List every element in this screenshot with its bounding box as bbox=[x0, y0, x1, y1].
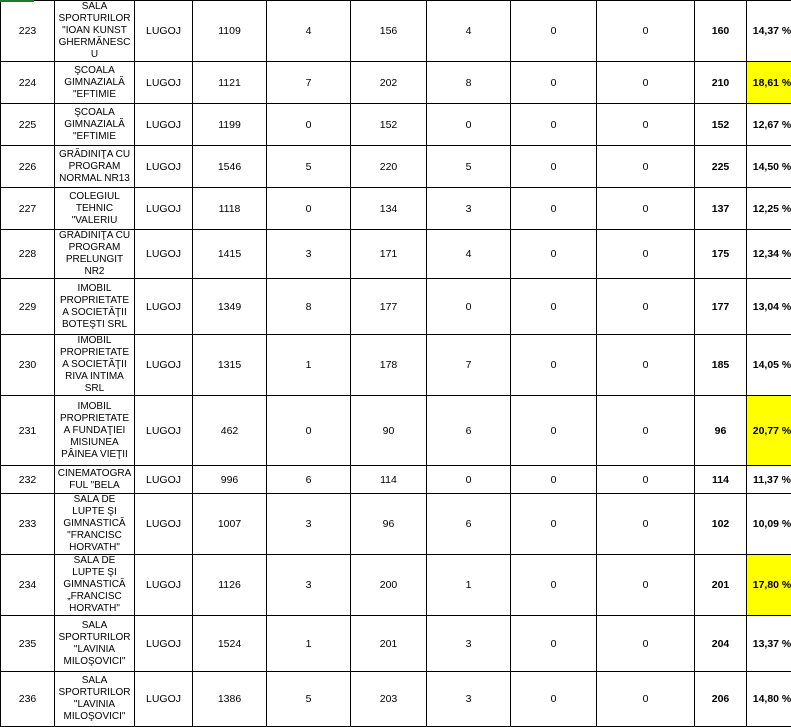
table-row bbox=[1, 616, 791, 672]
cell-total[interactable]: 114 bbox=[695, 466, 747, 494]
cell-city[interactable]: LUGOJ bbox=[135, 279, 193, 335]
cell-col6[interactable]: 0 bbox=[597, 279, 695, 335]
cell-percent[interactable]: 14,80 % bbox=[747, 672, 791, 727]
cell-number[interactable]: 236 bbox=[1, 672, 55, 727]
cell-total[interactable]: 210 bbox=[695, 62, 747, 104]
cell-col6[interactable]: 0 bbox=[597, 230, 695, 279]
cell-percent[interactable]: 14,05 % bbox=[747, 335, 791, 396]
cell-city[interactable]: LUGOJ bbox=[135, 396, 193, 466]
table-row bbox=[1, 494, 791, 555]
cell-col1[interactable]: 996 bbox=[193, 466, 267, 494]
table-row bbox=[1, 396, 791, 466]
cell-col2[interactable]: 0 bbox=[267, 396, 351, 466]
table-row bbox=[1, 279, 791, 335]
cell-city[interactable]: LUGOJ bbox=[135, 146, 193, 188]
cell-total[interactable]: 201 bbox=[695, 555, 747, 616]
cell-col2[interactable]: 6 bbox=[267, 466, 351, 494]
cell-total[interactable]: 160 bbox=[695, 1, 747, 62]
cell-city[interactable]: LUGOJ bbox=[135, 230, 193, 279]
cell-col2[interactable]: 0 bbox=[267, 188, 351, 230]
cell-col2[interactable]: 8 bbox=[267, 279, 351, 335]
cell-col4[interactable]: 1 bbox=[427, 555, 511, 616]
cell-col5[interactable]: 0 bbox=[511, 466, 597, 494]
cell-col3[interactable]: 156 bbox=[351, 1, 427, 62]
cell-percent[interactable]: 14,50 % bbox=[747, 146, 791, 188]
cell-col1[interactable]: 462 bbox=[193, 396, 267, 466]
cell-number[interactable]: 230 bbox=[1, 335, 55, 396]
cell-col2[interactable]: 1 bbox=[267, 616, 351, 672]
cell-total[interactable]: 102 bbox=[695, 494, 747, 555]
cell-col6[interactable]: 0 bbox=[597, 104, 695, 146]
cell-total[interactable]: 177 bbox=[695, 279, 747, 335]
cell-location[interactable]: IMOBIL PROPRIETATE A SOCIETĂŢII BOTEŞTI SRL bbox=[55, 279, 135, 335]
cell-location[interactable]: GRĂDINIŢA CU PROGRAM NORMAL NR13 bbox=[55, 146, 135, 188]
cell-col3[interactable]: 200 bbox=[351, 555, 427, 616]
table-row bbox=[1, 335, 791, 396]
cell-col3[interactable]: 202 bbox=[351, 62, 427, 104]
cell-col3[interactable]: 178 bbox=[351, 335, 427, 396]
cell-location[interactable]: SALA SPORTURILOR "LAVINIA MILOŞOVICI" bbox=[55, 616, 135, 672]
cell-percent[interactable]: 13,37 % bbox=[747, 616, 791, 672]
cell-col3[interactable]: 171 bbox=[351, 230, 427, 279]
cell-city[interactable]: LUGOJ bbox=[135, 616, 193, 672]
cell-col1[interactable]: 1121 bbox=[193, 62, 267, 104]
cell-col2[interactable]: 7 bbox=[267, 62, 351, 104]
cell-number[interactable]: 223 bbox=[1, 1, 55, 62]
cell-city[interactable]: LUGOJ bbox=[135, 188, 193, 230]
cell-location[interactable]: SALA SPORTURILOR "IOAN KUNST GHERMĂNESCU bbox=[55, 1, 135, 62]
cell-col4[interactable]: 3 bbox=[427, 188, 511, 230]
cell-number[interactable]: 228 bbox=[1, 230, 55, 279]
cell-col1[interactable]: 1415 bbox=[193, 230, 267, 279]
cell-number[interactable]: 231 bbox=[1, 396, 55, 466]
cell-col5[interactable]: 0 bbox=[511, 279, 597, 335]
cell-city[interactable]: LUGOJ bbox=[135, 555, 193, 616]
cell-col4[interactable]: 0 bbox=[427, 466, 511, 494]
cell-city[interactable]: LUGOJ bbox=[135, 466, 193, 494]
cell-col2[interactable]: 4 bbox=[267, 1, 351, 62]
cell-col2[interactable]: 5 bbox=[267, 146, 351, 188]
cell-col2[interactable]: 5 bbox=[267, 672, 351, 727]
cell-percent[interactable]: 13,04 % bbox=[747, 279, 791, 335]
cell-col6[interactable]: 0 bbox=[597, 188, 695, 230]
cell-col1[interactable]: 1546 bbox=[193, 146, 267, 188]
cell-location[interactable]: ŞCOALA GIMNAZIALĂ "EFTIMIE bbox=[55, 62, 135, 104]
table-row bbox=[1, 62, 791, 104]
cell-col2[interactable]: 3 bbox=[267, 555, 351, 616]
cell-col5[interactable]: 0 bbox=[511, 146, 597, 188]
cell-col4[interactable]: 7 bbox=[427, 335, 511, 396]
cell-col4[interactable]: 0 bbox=[427, 279, 511, 335]
cell-col1[interactable]: 1126 bbox=[193, 555, 267, 616]
cell-col5[interactable]: 0 bbox=[511, 188, 597, 230]
cell-percent[interactable]: 10,09 % bbox=[747, 494, 791, 555]
cell-location[interactable]: IMOBIL PROPRIETATE A SOCIETĂŢII RIVA INTIMA SRL bbox=[55, 335, 135, 396]
table-row bbox=[1, 104, 791, 146]
cell-col4[interactable]: 4 bbox=[427, 230, 511, 279]
cell-number[interactable]: 229 bbox=[1, 279, 55, 335]
cell-col5[interactable]: 0 bbox=[511, 672, 597, 727]
cell-location[interactable]: SALA SPORTURILOR "LAVINIA MILOŞOVICI" bbox=[55, 672, 135, 727]
cell-col5[interactable]: 0 bbox=[511, 1, 597, 62]
cell-col5[interactable]: 0 bbox=[511, 335, 597, 396]
cell-total[interactable]: 206 bbox=[695, 672, 747, 727]
cell-col5[interactable]: 0 bbox=[511, 555, 597, 616]
cell-col2[interactable]: 0 bbox=[267, 104, 351, 146]
cell-percent[interactable]: 11,37 % bbox=[747, 466, 791, 494]
cell-col3[interactable]: 201 bbox=[351, 616, 427, 672]
cell-city[interactable]: LUGOJ bbox=[135, 104, 193, 146]
cell-col6[interactable]: 0 bbox=[597, 494, 695, 555]
cell-col6[interactable]: 0 bbox=[597, 62, 695, 104]
cell-col5[interactable]: 0 bbox=[511, 104, 597, 146]
cell-col1[interactable]: 1199 bbox=[193, 104, 267, 146]
table-row bbox=[1, 555, 791, 616]
cell-col1[interactable]: 1386 bbox=[193, 672, 267, 727]
cell-percent[interactable]: 18,61 % bbox=[747, 62, 791, 104]
cell-col5[interactable]: 0 bbox=[511, 62, 597, 104]
cell-col6[interactable]: 0 bbox=[597, 616, 695, 672]
cell-percent[interactable]: 12,25 % bbox=[747, 188, 791, 230]
cell-total[interactable]: 185 bbox=[695, 335, 747, 396]
cell-col3[interactable]: 203 bbox=[351, 672, 427, 727]
cell-col6[interactable]: 0 bbox=[597, 555, 695, 616]
cell-col1[interactable]: 1109 bbox=[193, 1, 267, 62]
cell-col4[interactable]: 6 bbox=[427, 494, 511, 555]
table-row bbox=[1, 1, 791, 62]
table-row bbox=[1, 188, 791, 230]
cell-col4[interactable]: 3 bbox=[427, 616, 511, 672]
cell-number[interactable]: 233 bbox=[1, 494, 55, 555]
cell-percent[interactable]: 12,67 % bbox=[747, 104, 791, 146]
cell-col3[interactable]: 96 bbox=[351, 494, 427, 555]
cell-city[interactable]: LUGOJ bbox=[135, 672, 193, 727]
cell-col5[interactable]: 0 bbox=[511, 396, 597, 466]
cell-number[interactable]: 234 bbox=[1, 555, 55, 616]
cell-number[interactable]: 226 bbox=[1, 146, 55, 188]
cell-col6[interactable]: 0 bbox=[597, 466, 695, 494]
cell-number[interactable]: 225 bbox=[1, 104, 55, 146]
cell-total[interactable]: 137 bbox=[695, 188, 747, 230]
cell-col3[interactable]: 134 bbox=[351, 188, 427, 230]
cell-col2[interactable]: 1 bbox=[267, 335, 351, 396]
table-row bbox=[1, 466, 791, 494]
cell-col3[interactable]: 177 bbox=[351, 279, 427, 335]
cell-location[interactable]: COLEGIUL TEHNIC "VALERIU bbox=[55, 188, 135, 230]
cell-total[interactable]: 152 bbox=[695, 104, 747, 146]
cell-col6[interactable]: 0 bbox=[597, 146, 695, 188]
cell-col1[interactable]: 1349 bbox=[193, 279, 267, 335]
cell-col4[interactable]: 4 bbox=[427, 1, 511, 62]
cell-city[interactable]: LUGOJ bbox=[135, 62, 193, 104]
cell-col4[interactable]: 6 bbox=[427, 396, 511, 466]
table-row bbox=[1, 230, 791, 279]
cell-total[interactable]: 96 bbox=[695, 396, 747, 466]
cell-number[interactable]: 235 bbox=[1, 616, 55, 672]
table-row bbox=[1, 146, 791, 188]
cell-col1[interactable]: 1315 bbox=[193, 335, 267, 396]
cell-location[interactable]: SALA DE LUPTE ŞI GIMNASTICĂ „FRANCISC HORVATH" bbox=[55, 555, 135, 616]
cell-city[interactable]: LUGOJ bbox=[135, 335, 193, 396]
cell-percent[interactable]: 12,34 % bbox=[747, 230, 791, 279]
cell-col4[interactable]: 8 bbox=[427, 62, 511, 104]
cell-col4[interactable]: 0 bbox=[427, 104, 511, 146]
cell-col5[interactable]: 0 bbox=[511, 230, 597, 279]
cell-total[interactable]: 175 bbox=[695, 230, 747, 279]
cell-location[interactable]: IMOBIL PROPRIETATE A FUNDAŢIEI MISIUNEA PÂINEA VIEŢII bbox=[55, 396, 135, 466]
cell-col4[interactable]: 3 bbox=[427, 672, 511, 727]
cell-col3[interactable]: 114 bbox=[351, 466, 427, 494]
selection-corner-marker bbox=[0, 0, 34, 2]
cell-number[interactable]: 232 bbox=[1, 466, 55, 494]
cell-location[interactable]: GRĂDINIŢA CU PROGRAM PRELUNGIT NR2 bbox=[55, 230, 135, 279]
cell-col6[interactable]: 0 bbox=[597, 396, 695, 466]
cell-city[interactable]: LUGOJ bbox=[135, 494, 193, 555]
cell-col5[interactable]: 0 bbox=[511, 494, 597, 555]
cell-location[interactable]: SALA DE LUPTE ŞI GIMNASTICĂ "FRANCISC HORVATH" bbox=[55, 494, 135, 555]
cell-total[interactable]: 225 bbox=[695, 146, 747, 188]
cell-col1[interactable]: 1007 bbox=[193, 494, 267, 555]
cell-col5[interactable]: 0 bbox=[511, 616, 597, 672]
cell-total[interactable]: 204 bbox=[695, 616, 747, 672]
cell-percent[interactable]: 17,80 % bbox=[747, 555, 791, 616]
cell-number[interactable]: 227 bbox=[1, 188, 55, 230]
cell-col6[interactable]: 0 bbox=[597, 1, 695, 62]
cell-col6[interactable]: 0 bbox=[597, 672, 695, 727]
cell-number[interactable]: 224 bbox=[1, 62, 55, 104]
cell-percent[interactable]: 20,77 % bbox=[747, 396, 791, 466]
cell-col1[interactable]: 1524 bbox=[193, 616, 267, 672]
cell-col6[interactable]: 0 bbox=[597, 335, 695, 396]
cell-col1[interactable]: 1118 bbox=[193, 188, 267, 230]
cell-percent[interactable]: 14,37 % bbox=[747, 1, 791, 62]
cell-col3[interactable]: 220 bbox=[351, 146, 427, 188]
cell-location[interactable]: ŞCOALA GIMNAZIALĂ "EFTIMIE bbox=[55, 104, 135, 146]
cell-city[interactable]: LUGOJ bbox=[135, 1, 193, 62]
cell-col3[interactable]: 152 bbox=[351, 104, 427, 146]
cell-col3[interactable]: 90 bbox=[351, 396, 427, 466]
table-row bbox=[1, 672, 791, 727]
cell-col2[interactable]: 3 bbox=[267, 494, 351, 555]
cell-col4[interactable]: 5 bbox=[427, 146, 511, 188]
cell-location[interactable]: CINEMATOGRAFUL "BELA bbox=[55, 466, 135, 494]
cell-col2[interactable]: 3 bbox=[267, 230, 351, 279]
